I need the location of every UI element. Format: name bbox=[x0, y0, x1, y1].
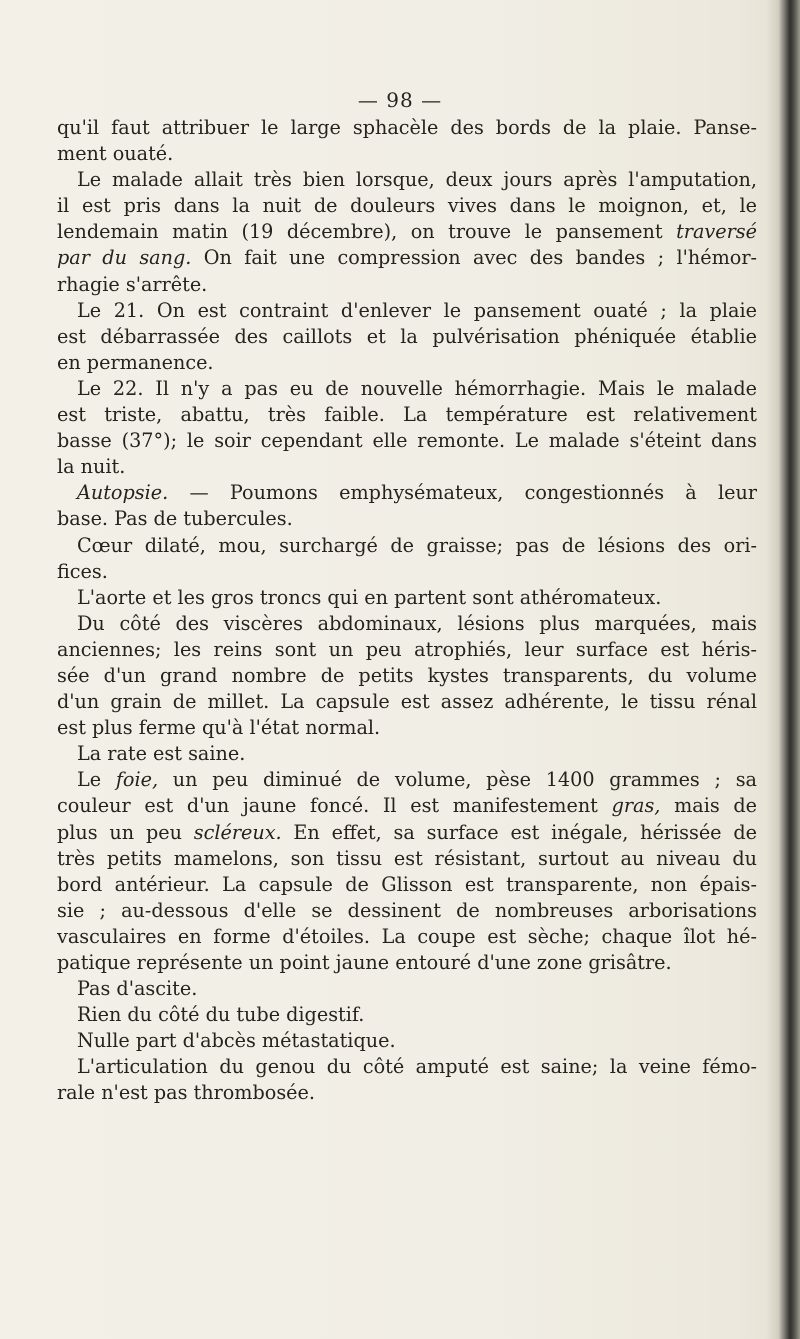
book-spine-edge bbox=[778, 0, 800, 1339]
italic-span: Autopsie. bbox=[77, 481, 169, 505]
italic-span: scléreux. bbox=[193, 820, 282, 844]
text-line: vasculaires en forme d'étoiles. La coupe est sèche; chaque îlot hé- bbox=[57, 924, 757, 948]
text-line bbox=[57, 219, 757, 245]
text-line: anciennes; les reins sont un peu atrophiés, leur surface est héris- bbox=[57, 637, 757, 661]
text-line: Le 22. Il n'y a pas eu de nouvelle hémorrhagie. Mais le malade bbox=[77, 376, 757, 400]
text-line: est triste, abattu, très faible. La température est relativement bbox=[57, 403, 757, 427]
text-line: qu'il faut attribuer le large sphacèle des bords de la plaie. Panse- bbox=[57, 116, 757, 139]
text-line: L'articulation du genou du côté amputé est saine; la veine fémo- bbox=[77, 1055, 757, 1079]
text-span: — Poumons emphysémateux, congestionnés à leur bbox=[168, 481, 757, 505]
text-span: couleur est d'un jaune foncé. Il est manifestement bbox=[57, 794, 612, 818]
text-line: La rate est saine. bbox=[77, 742, 246, 766]
text-line bbox=[57, 245, 757, 271]
text-line: Pas d'ascite. bbox=[77, 977, 198, 1001]
page-edge-shadow bbox=[766, 0, 778, 1339]
text-line bbox=[57, 480, 757, 506]
text-line: base. Pas de tubercules. bbox=[57, 507, 293, 531]
italic-span: par du sang. bbox=[57, 246, 192, 270]
text-line: rale n'est pas thrombosée. bbox=[57, 1081, 315, 1105]
text-line: sie ; au-dessous d'elle se dessinent de nombreuses arborisations bbox=[57, 898, 757, 922]
text-line: L'aorte et les gros troncs qui en partent sont athéromateux. bbox=[77, 585, 662, 609]
text-line bbox=[57, 820, 757, 846]
text-span: En effet, sa surface est inégale, hérissée de bbox=[281, 820, 757, 844]
italic-span: gras, bbox=[611, 794, 661, 818]
text-line: est plus ferme qu'à l'état normal. bbox=[57, 716, 381, 740]
text-line: fices. bbox=[57, 559, 108, 583]
text-line: Cœur dilaté, mou, surchargé de graisse; pas de lésions des ori- bbox=[77, 533, 757, 557]
text-line: Nulle part d'abcès métastatique. bbox=[77, 1029, 396, 1053]
italic-span: traversé bbox=[676, 220, 757, 244]
text-span: un peu diminué de volume, pèse 1400 grammes ; sa bbox=[158, 768, 757, 792]
text-line: ment ouaté. bbox=[57, 142, 174, 166]
text-line: Le 21. On est contraint d'enlever le pansement ouaté ; la plaie bbox=[77, 298, 757, 322]
text-line: d'un grain de millet. La capsule est assez adhérente, le tissu rénal bbox=[57, 690, 757, 714]
page-number: — 98 — bbox=[357, 88, 443, 112]
text-line bbox=[57, 793, 757, 819]
text-line: il est pris dans la nuit de douleurs vives dans le moignon, et, le bbox=[57, 194, 757, 218]
text-span: plus un peu bbox=[57, 820, 194, 844]
text-line: rhagie s'arrête. bbox=[57, 272, 208, 296]
body-text bbox=[57, 115, 757, 1107]
italic-span: foie, bbox=[115, 768, 159, 792]
text-span: mais de bbox=[660, 794, 757, 818]
text-span: On fait une compression avec des bandes ; l'hémor- bbox=[191, 246, 757, 270]
text-line: bord antérieur. La capsule de Glisson est transparente, non épais- bbox=[57, 872, 757, 896]
text-line: en permanence. bbox=[57, 350, 214, 374]
text-span: Le bbox=[77, 768, 116, 792]
text-line: Le malade allait très bien lorsque, deux jours après l'amputation, bbox=[77, 168, 757, 192]
text-line: Rien du côté du tube digestif. bbox=[77, 1003, 365, 1027]
text-line bbox=[57, 767, 757, 793]
text-line: la nuit. bbox=[57, 455, 126, 479]
text-line: sée d'un grand nombre de petits kystes transparents, du volume bbox=[57, 663, 757, 687]
text-span: lendemain matin (19 décembre), on trouve le pansement bbox=[57, 220, 677, 244]
text-line: basse (37°); le soir cependant elle remonte. Le malade s'éteint dans bbox=[57, 429, 757, 453]
text-line: patique représente un point jaune entouré d'une zone grisâtre. bbox=[57, 951, 672, 974]
text-line: est débarrassée des caillots et la pulvérisation phéniquée établie bbox=[57, 324, 757, 348]
text-line: Du côté des viscères abdominaux, lésions plus marquées, mais bbox=[77, 611, 757, 635]
text-line: très petits mamelons, son tissu est résistant, surtout au niveau du bbox=[57, 846, 757, 870]
